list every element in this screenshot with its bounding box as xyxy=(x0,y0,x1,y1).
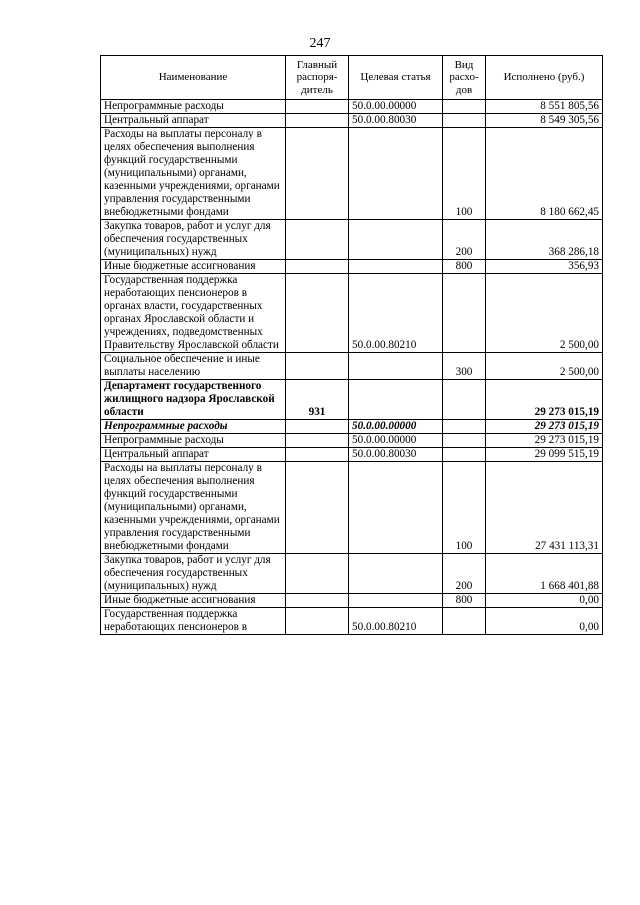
cell-glav xyxy=(286,462,349,554)
cell-cel: 50.0.00.80210 xyxy=(349,608,443,635)
cell-name: Департамент государственного жилищного надзора Ярославской области xyxy=(101,380,286,420)
cell-name: Государственная поддержка неработающих пенсионеров в органах власти, государственных органах Ярославской области и учреждениях, подведомственных Правительству Ярославской области xyxy=(101,274,286,353)
cell-vid: 800 xyxy=(443,260,486,274)
header-glav: Главный распоря-дитель xyxy=(286,56,349,100)
cell-cel xyxy=(349,554,443,594)
cell-amount: 2 500,00 xyxy=(486,274,603,353)
cell-glav xyxy=(286,274,349,353)
cell-name: Непрограммные расходы xyxy=(101,434,286,448)
table-body xyxy=(101,100,603,635)
cell-amount: 27 431 113,31 xyxy=(486,462,603,554)
cell-vid xyxy=(443,448,486,462)
table-row xyxy=(101,380,603,420)
cell-cel xyxy=(349,128,443,220)
cell-cel: 50.0.00.00000 xyxy=(349,100,443,114)
cell-amount: 8 551 805,56 xyxy=(486,100,603,114)
cell-amount: 29 273 015,19 xyxy=(486,420,603,434)
cell-name: Закупка товаров, работ и услуг для обеспечения государственных (муниципальных) нужд xyxy=(101,220,286,260)
table-row xyxy=(101,448,603,462)
cell-name: Иные бюджетные ассигнования xyxy=(101,594,286,608)
cell-cel: 50.0.00.00000 xyxy=(349,420,443,434)
cell-vid: 200 xyxy=(443,220,486,260)
table-row xyxy=(101,434,603,448)
cell-cel xyxy=(349,260,443,274)
cell-glav: 931 xyxy=(286,380,349,420)
table-row xyxy=(101,554,603,594)
cell-name: Непрограммные расходы xyxy=(101,420,286,434)
cell-cel: 50.0.00.80210 xyxy=(349,274,443,353)
cell-glav xyxy=(286,114,349,128)
cell-name: Центральный аппарат xyxy=(101,448,286,462)
header-amount: Исполнено (руб.) xyxy=(486,56,603,100)
table-header-row xyxy=(101,56,603,100)
cell-vid xyxy=(443,608,486,635)
cell-glav xyxy=(286,420,349,434)
table-row xyxy=(101,353,603,380)
cell-vid xyxy=(443,420,486,434)
cell-vid xyxy=(443,434,486,448)
cell-name: Расходы на выплаты персоналу в целях обеспечения выполнения функций государственными (муниципальными) органами, казенными учреждениями, органами управления государственными внебюджетными фондами xyxy=(101,462,286,554)
cell-name: Закупка товаров, работ и услуг для обеспечения государственных (муниципальных) нужд xyxy=(101,554,286,594)
table-row xyxy=(101,462,603,554)
cell-amount: 1 668 401,88 xyxy=(486,554,603,594)
cell-glav xyxy=(286,448,349,462)
cell-name: Центральный аппарат xyxy=(101,114,286,128)
cell-name: Непрограммные расходы xyxy=(101,100,286,114)
cell-glav xyxy=(286,434,349,448)
cell-name: Государственная поддержка неработающих пенсионеров в xyxy=(101,608,286,635)
cell-name: Иные бюджетные ассигнования xyxy=(101,260,286,274)
header-cel: Целевая статья xyxy=(349,56,443,100)
cell-name: Расходы на выплаты персоналу в целях обеспечения выполнения функций государственными (муниципальными) органами, казенными учреждениями, органами управления государственными внебюджетными фондами xyxy=(101,128,286,220)
cell-glav xyxy=(286,100,349,114)
cell-vid: 100 xyxy=(443,128,486,220)
cell-vid xyxy=(443,274,486,353)
cell-vid: 800 xyxy=(443,594,486,608)
cell-amount: 29 099 515,19 xyxy=(486,448,603,462)
cell-cel: 50.0.00.80030 xyxy=(349,448,443,462)
table-row xyxy=(101,220,603,260)
cell-amount: 0,00 xyxy=(486,594,603,608)
header-vid: Вид расхо-дов xyxy=(443,56,486,100)
cell-amount: 356,93 xyxy=(486,260,603,274)
budget-table xyxy=(100,55,603,635)
cell-cel: 50.0.00.00000 xyxy=(349,434,443,448)
cell-cel xyxy=(349,594,443,608)
table-row xyxy=(101,594,603,608)
table-row xyxy=(101,420,603,434)
table-row xyxy=(101,260,603,274)
cell-glav xyxy=(286,128,349,220)
cell-vid: 200 xyxy=(443,554,486,594)
cell-cel xyxy=(349,462,443,554)
cell-glav xyxy=(286,608,349,635)
cell-vid xyxy=(443,100,486,114)
cell-amount: 29 273 015,19 xyxy=(486,434,603,448)
cell-amount: 2 500,00 xyxy=(486,353,603,380)
cell-name: Социальное обеспечение и иные выплаты населению xyxy=(101,353,286,380)
cell-glav xyxy=(286,353,349,380)
cell-amount: 0,00 xyxy=(486,608,603,635)
cell-amount: 8 180 662,45 xyxy=(486,128,603,220)
table-row xyxy=(101,128,603,220)
cell-cel: 50.0.00.80030 xyxy=(349,114,443,128)
table-row xyxy=(101,114,603,128)
cell-cel xyxy=(349,353,443,380)
cell-glav xyxy=(286,594,349,608)
cell-amount: 8 549 305,56 xyxy=(486,114,603,128)
page-number: 247 xyxy=(309,36,331,51)
cell-cel xyxy=(349,220,443,260)
cell-vid: 300 xyxy=(443,353,486,380)
cell-amount: 29 273 015,19 xyxy=(486,380,603,420)
table-row xyxy=(101,274,603,353)
cell-glav xyxy=(286,260,349,274)
table-row xyxy=(101,100,603,114)
table-row xyxy=(101,608,603,635)
cell-glav xyxy=(286,554,349,594)
cell-glav xyxy=(286,220,349,260)
cell-cel xyxy=(349,380,443,420)
cell-vid: 100 xyxy=(443,462,486,554)
header-name: Наименование xyxy=(101,56,286,100)
cell-amount: 368 286,18 xyxy=(486,220,603,260)
cell-vid xyxy=(443,380,486,420)
cell-vid xyxy=(443,114,486,128)
